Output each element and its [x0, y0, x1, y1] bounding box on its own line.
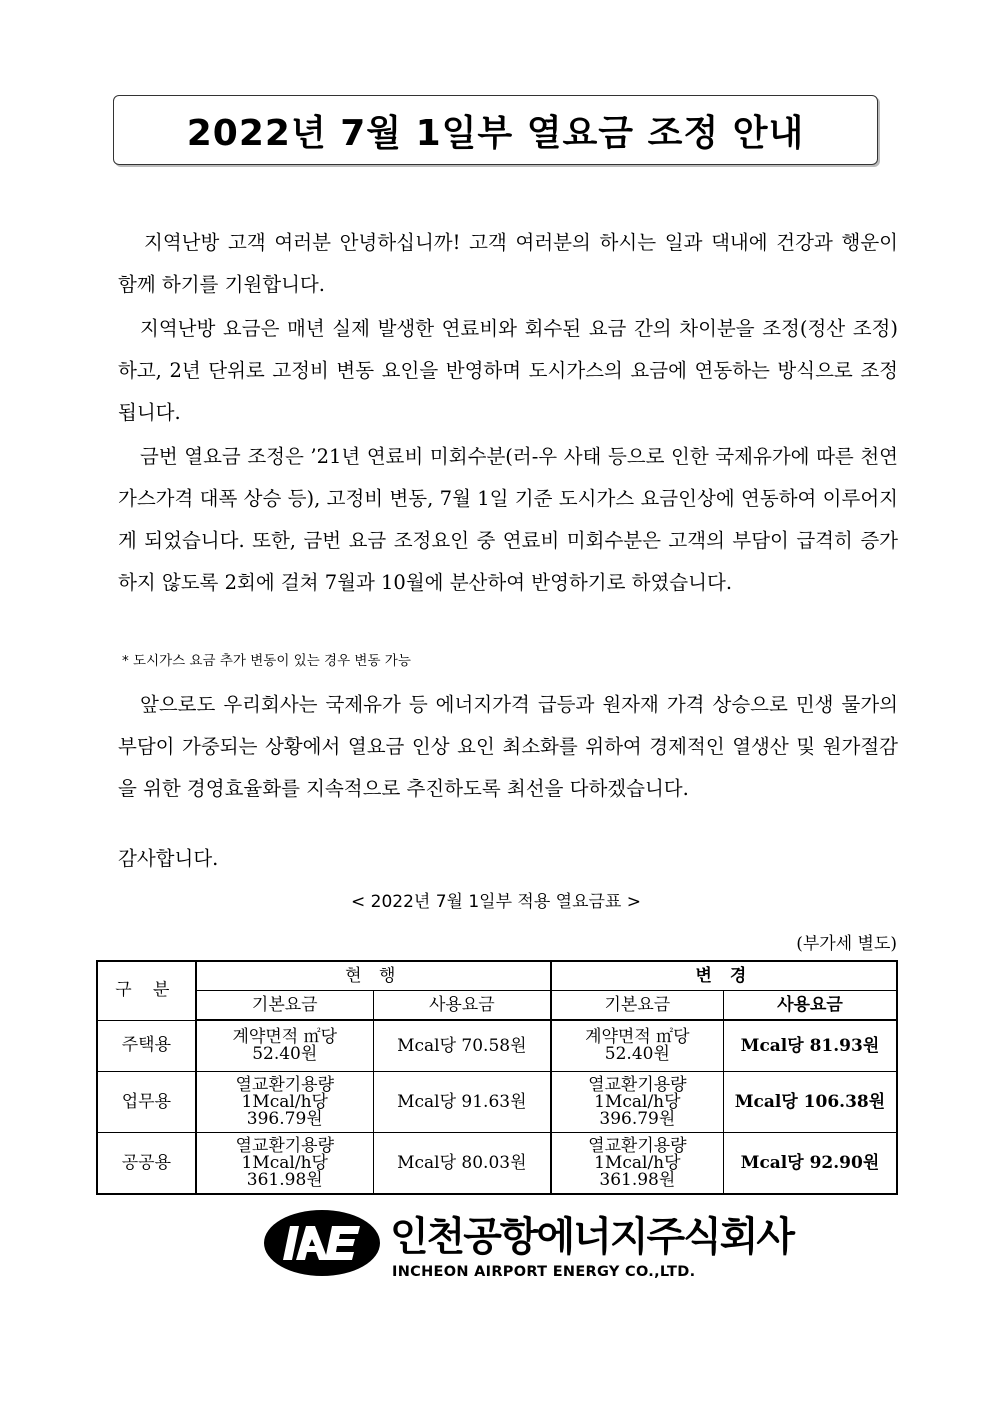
company-logo: [262, 1208, 794, 1288]
paragraph-greeting: 지역난방 고객 여러분 안녕하십니까! 고객 여러분의 하시는 일과 댁내에 건강과 행운이 함께 하기를 기원합니다.: [118, 231, 898, 296]
cell-line: 396.79원: [599, 1108, 676, 1129]
cell-current-base: [196, 1020, 374, 1072]
table-header-row: [97, 961, 897, 991]
cell-line: 1Mcal/h당: [241, 1091, 328, 1112]
table-row: [97, 1072, 897, 1133]
table-subheader-row: [97, 991, 897, 1021]
cell-line: 361.98원: [599, 1169, 676, 1190]
header-changed-usage: 사용요금: [723, 991, 897, 1021]
header-current-usage: 사용요금: [373, 991, 551, 1021]
cell-line: 열교환기용량: [235, 1074, 335, 1095]
company-name-korean: 인천공항에너지주식회사: [390, 1214, 794, 1260]
cell-line: 52.40원: [252, 1044, 318, 1064]
header-changed-base: 기본요금: [551, 991, 724, 1021]
cell-line: 1Mcal/h당: [241, 1152, 328, 1173]
company-name-english: INCHEON AIRPORT ENERGY CO.,LTD.: [392, 1264, 696, 1280]
cell-line: 396.79원: [246, 1108, 323, 1129]
cell-changed-base: [551, 1020, 724, 1072]
paragraph-method: 지역난방 요금은 매년 실제 발생한 연료비와 회수된 요금 간의 차이분을 조정(정산 조정)하고, 2년 단위로 고정비 변동 요인을 반영하며 도시가스의 요금에 연동하는 방식으로 조정됩니다.: [118, 317, 898, 424]
cell-changed-base: [551, 1072, 724, 1133]
closing-thanks: 감사합니다.: [118, 847, 219, 870]
table-title: < 2022년 7월 1일부 적용 열요금표 >: [350, 892, 642, 912]
cell-changed-usage: Mcal당 81.93원: [723, 1020, 897, 1072]
footnote: * 도시가스 요금 추가 변동이 있는 경우 변동 가능: [122, 653, 411, 669]
cell-current-base: [196, 1133, 374, 1195]
page-title: 2022년 7월 1일부 열요금 조정 안내: [186, 112, 805, 154]
vat-note: (부가세 별도): [796, 934, 897, 954]
cell-current-usage: Mcal당 70.58원: [373, 1020, 551, 1072]
row-category: 업무용: [97, 1072, 196, 1133]
cell-line: 계약면적 ㎡당: [232, 1027, 338, 1047]
cell-current-usage: Mcal당 91.63원: [373, 1072, 551, 1133]
notice-body-2: [118, 684, 898, 810]
cell-line: 열교환기용량: [588, 1074, 687, 1095]
cell-line: 1Mcal/h당: [594, 1152, 681, 1173]
fee-table: [96, 960, 898, 1195]
title-box: [113, 95, 878, 165]
table-row: [97, 1020, 897, 1072]
cell-current-usage: Mcal당 80.03원: [373, 1133, 551, 1195]
header-current: 현 행: [196, 961, 551, 991]
cell-changed-usage: Mcal당 92.90원: [723, 1133, 897, 1195]
cell-changed-base: [551, 1133, 724, 1195]
row-category: 공공용: [97, 1133, 196, 1195]
cell-line: 열교환기용량: [588, 1135, 687, 1156]
paragraph-adjustment: 금번 열요금 조정은 ’21년 연료비 미회수분(러-우 사태 등으로 인한 국제유가에 따른 천연가스가격 대폭 상승 등), 고정비 변동, 7월 1일 기준 도시가스 요금인상에 연동하여 이루어지게 되었습니다. 또한, 금번 요금 조정요인 중 연료비 미회수분은 고객의 부담이 급격히 증가하지 않도록 2회에 걸쳐 7월과 10월에 분산하여 반영하기로 하였습니다.: [118, 445, 898, 594]
cell-line: 361.98원: [246, 1169, 323, 1190]
cell-line: 52.40원: [604, 1044, 670, 1064]
cell-line: 열교환기용량: [235, 1135, 335, 1156]
notice-body: [118, 222, 898, 604]
header-changed: 변 경: [551, 961, 897, 991]
iae-logo-mark-icon: [262, 1208, 382, 1278]
table-row: [97, 1133, 897, 1195]
header-current-base: 기본요금: [196, 991, 374, 1021]
paragraph-commitment: 앞으로도 우리회사는 국제유가 등 에너지가격 급등과 원자재 가격 상승으로 민생 물가의 부담이 가중되는 상황에서 열요금 인상 요인 최소화를 위하여 경제적인 열생산 및 원가절감을 위한 경영효율화를 지속적으로 추진하도록 최선을 다하겠습니다.: [118, 693, 898, 800]
row-category: 주택용: [97, 1020, 196, 1072]
cell-changed-usage: Mcal당 106.38원: [723, 1072, 897, 1133]
header-category: 구 분: [97, 961, 196, 1020]
cell-line: 1Mcal/h당: [594, 1091, 681, 1112]
cell-line: 계약면적 ㎡당: [585, 1027, 690, 1047]
cell-current-base: [196, 1072, 374, 1133]
